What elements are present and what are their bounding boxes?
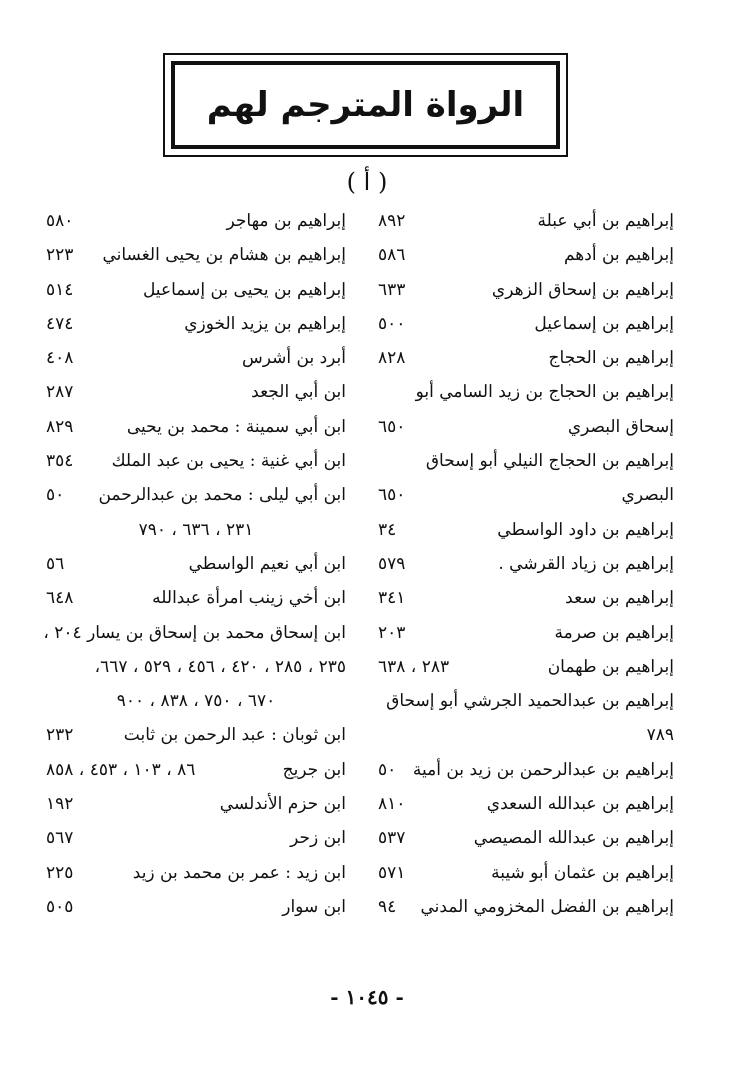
entry-name: إبراهيم بن عبدالله السعدي — [486, 794, 674, 815]
index-entry — [46, 444, 346, 478]
entry-page-number: ٨١٠ — [378, 794, 406, 815]
entry-name: ابن حزم الأندلسي — [219, 794, 346, 815]
entry-page-number: ١٩٢ — [46, 794, 74, 815]
entry-name: إبراهيم بن أبي عبلة — [537, 211, 674, 231]
entry-name: إبراهيم بن مهاجر — [226, 211, 346, 231]
entry-page-number: ٢٨٧ — [46, 382, 74, 403]
index-entry — [378, 478, 674, 512]
entry-name: ابن أبي غنية : يحيى بن عبد الملك — [111, 451, 346, 472]
index-entry — [378, 856, 674, 890]
index-entry — [46, 821, 346, 855]
entry-name: إبراهيم بن هشام بن يحيى الغساني — [102, 245, 346, 266]
index-entry — [378, 821, 674, 855]
index-entry — [378, 238, 674, 272]
index-entry — [378, 307, 674, 341]
entry-name: إبراهيم بن إسماعيل — [534, 313, 674, 334]
section-letter: ( أ ) — [346, 168, 388, 196]
entry-name: ابن أبي نعيم الواسطي — [188, 553, 346, 574]
entry-name: إبراهيم بن داود الواسطي — [497, 519, 674, 540]
entry-page-number: ٨٦ ، ١٠٣ ، ٤٥٣ ، ٨٥٨ — [46, 759, 196, 780]
entry-name: إبراهيم بن عبدالرحمن بن زيد بن أمية — [412, 759, 674, 780]
entry-page-number: ٣٥٤ — [46, 451, 74, 472]
index-entry — [46, 856, 346, 890]
index-entry — [378, 444, 674, 478]
entry-name: ابن جريج — [282, 759, 346, 780]
entry-name: إبراهيم بن يحيى بن إسماعيل — [142, 279, 346, 300]
entry-page-number: ٣٤ — [378, 519, 397, 540]
index-entry — [46, 753, 346, 787]
entry-page-number: ٥٠٠ — [378, 313, 406, 334]
index-entry — [46, 238, 346, 272]
entry-name: إبراهيم بن طهمان — [547, 656, 674, 677]
entry-name: إبراهيم بن زياد القرشي . — [498, 553, 674, 574]
entry-page-number: ٦٥٠ — [378, 485, 406, 506]
entry-name: ابن زحر — [290, 828, 346, 849]
entry-name: إبراهيم بن سعد — [565, 588, 674, 609]
index-entry — [46, 650, 346, 684]
entry-name: ٦٧٠ ، ٧٥٠ ، ٨٣٨ ، ٩٠٠ — [116, 691, 276, 712]
entry-page-number: ٥٧١ — [378, 862, 406, 883]
entry-name: إبراهيم بن الحجاج النيلي أبو إسحاق — [425, 451, 674, 472]
entry-name: ٢٣٥ ، ٢٨٥ ، ٤٢٠ ، ٤٥٦ ، ٥٢٩ ، ٦٦٧، — [94, 656, 346, 677]
index-entry — [378, 753, 674, 787]
entry-name: ابن أبي الجعد — [251, 382, 346, 403]
entry-name: إبراهيم بن يزيد الخوزي — [184, 313, 346, 334]
index-entry — [46, 204, 346, 238]
entry-page-number: ٥٠ — [46, 485, 65, 506]
index-entry — [46, 684, 346, 718]
title-frame — [163, 53, 568, 157]
index-entry — [378, 890, 674, 924]
entry-page-number: ٥٠٥ — [46, 896, 74, 917]
entry-name: ابن أبي ليلى : محمد بن عبدالرحمن — [98, 485, 346, 506]
entry-page-number: ٩٤ — [378, 896, 397, 917]
index-entry — [46, 307, 346, 341]
entry-page-number: ٦٣٣ — [378, 279, 406, 300]
entry-name: ٧٨٩ — [646, 725, 674, 746]
entry-page-number: ٦٤٨ — [46, 588, 74, 609]
entry-page-number: ٦٥٠ — [378, 416, 406, 437]
entry-page-number: ٤٧٤ — [46, 313, 74, 334]
index-entry — [378, 204, 674, 238]
entry-name: إبراهيم بن صرمة — [554, 622, 674, 643]
page-title: الرواة المترجم لهم — [206, 85, 525, 125]
index-entry — [46, 410, 346, 444]
entry-page-number: ٥٣٧ — [378, 828, 406, 849]
entry-name: إبراهيم بن الحجاج — [548, 348, 674, 369]
entry-page-number: ٨٢٩ — [46, 416, 74, 437]
entry-name: ابن زيد : عمر بن محمد بن زيد — [132, 862, 346, 883]
entry-name: إبراهيم بن عبدالحميد الجرشي أبو إسحاق — [386, 691, 674, 712]
left-column — [43, 204, 346, 924]
entry-page-number: ٣٤١ — [378, 588, 406, 609]
index-entry — [46, 787, 346, 821]
index-entry — [378, 375, 674, 409]
index-entry — [378, 273, 674, 307]
entry-name: ٢٣١ ، ٦٣٦ ، ٧٩٠ — [138, 519, 254, 540]
index-entry — [378, 684, 674, 718]
index-entry — [46, 547, 346, 581]
entry-page-number: ٥٦٧ — [46, 828, 74, 849]
index-entry — [378, 547, 674, 581]
entry-page-number: ٥١٤ — [46, 279, 74, 300]
entry-page-number: ٢٢٥ — [46, 862, 74, 883]
title-inner-border — [171, 61, 560, 149]
index-entry — [46, 478, 346, 512]
index-entry — [378, 650, 674, 684]
entry-page-number: ٤٠٨ — [46, 348, 74, 369]
index-entry — [43, 616, 346, 650]
entry-name: إبراهيم بن أدهم — [563, 245, 674, 266]
index-entry — [378, 341, 674, 375]
entry-page-number: ٥٠ — [378, 759, 397, 780]
page-number: - ١٠٤٥ - — [330, 985, 404, 1009]
entry-page-number: ٥٨٠ — [46, 211, 74, 231]
entry-page-number: ٢٢٣ — [46, 245, 74, 266]
entry-page-number: ٨٩٢ — [378, 211, 406, 231]
index-entry — [46, 581, 346, 615]
entry-page-number: ٢٣٢ — [46, 725, 74, 746]
entry-page-number: ٥٨٦ — [378, 245, 406, 266]
entry-name: إبراهيم بن الفضل المخزومي المدني — [420, 896, 674, 917]
entry-name: إبراهيم بن الحجاج بن زيد السامي أبو — [415, 382, 674, 403]
entry-name: ابن إسحاق محمد بن إسحاق بن يسار ٢٠٤ ، — [43, 622, 346, 643]
index-entry — [378, 616, 674, 650]
index-entry — [378, 787, 674, 821]
entry-name: إسحاق البصري — [567, 416, 674, 437]
entry-page-number: ٢٨٣ ، ٦٣٨ — [378, 656, 450, 677]
entry-page-number: ٥٧٩ — [378, 553, 406, 574]
index-entry — [378, 513, 674, 547]
index-entry — [46, 273, 346, 307]
entry-name: أبرد بن أشرس — [242, 348, 346, 369]
index-entry — [46, 375, 346, 409]
index-entry — [46, 718, 346, 752]
index-entry — [378, 718, 674, 752]
entry-name: ابن ثوبان : عبد الرحمن بن ثابت — [123, 725, 346, 746]
index-entry — [46, 890, 346, 924]
entry-name: إبراهيم بن إسحاق الزهري — [491, 279, 674, 300]
entry-name: ابن سوار — [282, 896, 346, 917]
index-entry — [46, 341, 346, 375]
index-entry — [378, 410, 674, 444]
entry-name: إبراهيم بن عبدالله المصيصي — [473, 828, 674, 849]
entry-name: البصري — [621, 485, 674, 506]
entry-page-number: ٢٠٣ — [378, 622, 406, 643]
entry-name: ابن أخي زينب امرأة عبدالله — [152, 588, 346, 609]
entry-name: ابن أبي سمينة : محمد بن يحيى — [126, 416, 346, 437]
entry-page-number: ٨٢٨ — [378, 348, 406, 369]
entry-name: إبراهيم بن عثمان أبو شيبة — [491, 862, 674, 883]
entry-page-number: ٥٦ — [46, 553, 65, 574]
right-column — [378, 204, 674, 924]
index-entry — [46, 513, 346, 547]
index-entry — [378, 581, 674, 615]
